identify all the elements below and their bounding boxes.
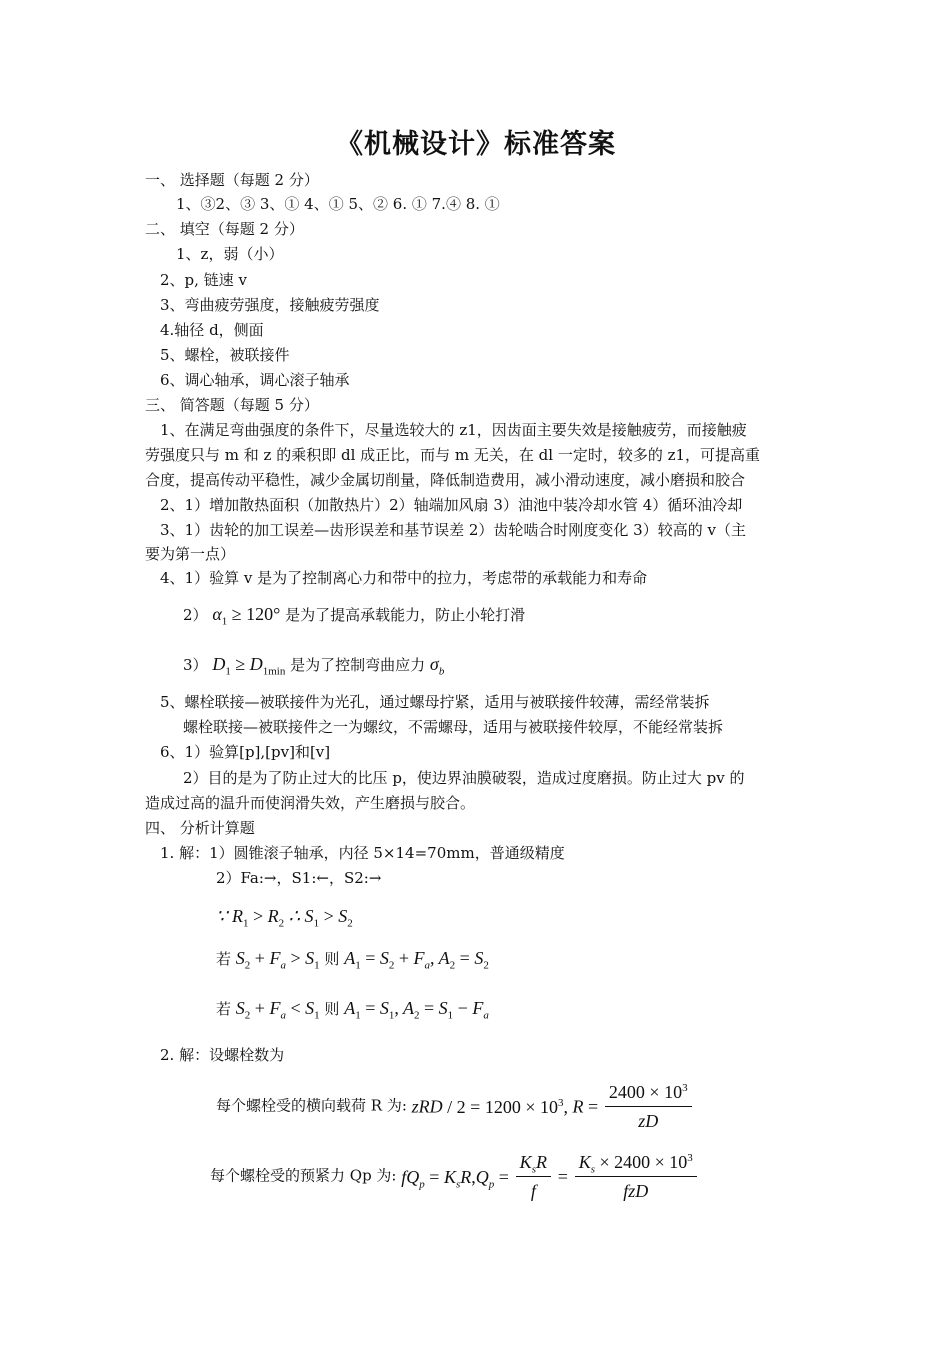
- page-title: 《机械设计》标准答案: [336, 129, 616, 160]
- condition-2: 若 $S_2 + F_a < S_1$ 则 $A_1 = S_1$, $A_2 = S_1 - F_a$: [216, 998, 489, 1022]
- item-prefix: 3）: [183, 656, 208, 674]
- formula-r: 每个螺栓受的横向载荷 R 为: zRD / $2 = 1200 \times 10^3$, R = $\frac{2400 \times 10^3}{zD}$: [216, 1080, 694, 1133]
- section-4-heading: 四、 分析计算题: [145, 819, 255, 837]
- answer-q5-line: 5、螺栓联接—被联接件为光孔，通过螺母拧紧，适用与被联接件较薄，需经常装拆: [160, 693, 710, 711]
- cond-prefix: 若: [216, 950, 232, 968]
- answer-q6-line: 2）目的是为了防止过大的比压 p，使边界油膜破裂，造成过度磨损。防止过大 pv 的: [183, 769, 745, 787]
- section-1-answers: 1、③2、③ 3、① 4、① 5、② 6. ① 7.④ 8. ①: [176, 195, 500, 213]
- section-1-heading: 一、 选择题（每题 2 分）: [145, 171, 319, 189]
- fill-item: 1、z，弱（小）: [176, 245, 284, 263]
- fraction-qp: $\frac{K_s \times 2400 \times 10^3}{\text{fzD}}$: [575, 1150, 697, 1203]
- answer-q1-line: 1、在满足弯曲强度的条件下，尽量选较大的 z1，因齿面主要失效是接触疲劳，而接触疲: [160, 421, 747, 439]
- formula-diameter: $D_1 \ge D_{1min}$: [212, 654, 286, 678]
- item-text: 是为了提高承载能力，防止小轮打滑: [285, 606, 526, 624]
- formula-sigma: $\sigma_b$: [429, 654, 445, 678]
- cond-then: 则: [324, 950, 340, 968]
- answer-q3-line: 要为第一点）: [145, 545, 236, 563]
- answer-q6-1: 6、1）验算[p],[pv]和[v]: [160, 743, 331, 761]
- qp-label: 每个螺栓受的预紧力 Qp 为:: [210, 1166, 397, 1185]
- fill-item: 2、p, 链速 v: [160, 271, 247, 289]
- answer-q1-line: 劳强度只与 m 和 z 的乘积即 dl 成正比，而与 m 无关，在 dl 一定时，较多的 z1，可提高重: [145, 446, 761, 464]
- condition-1: 若 $S_2 + F_a > S_1$ 则 $A_1 = S_2 + F_a$, $A_2 = S_2$: [216, 948, 489, 972]
- item-prefix: 2）: [183, 606, 208, 624]
- answer-q4-3: [183, 654, 445, 678]
- answer-q1-line: 合度，提高传动平稳性，减少金属切削量，降低制造费用，减小滑动速度，减小磨损和胶合: [145, 471, 746, 489]
- formula-alpha: $\alpha_1 \ge 120^\circ$: [212, 604, 281, 628]
- r-label: 每个螺栓受的横向载荷 R 为:: [216, 1096, 407, 1115]
- section-2-heading: 二、 填空（每题 2 分）: [145, 220, 304, 238]
- answer-q2: 2、1）增加散热面积（加散热片）2）轴端加风扇 3）油池中装冷却水管 4）循环油冷却: [160, 496, 743, 514]
- fill-item: 3、弯曲疲劳强度，接触疲劳强度: [160, 296, 380, 314]
- fraction-ksr: $\frac{K_sR}{f}$: [516, 1150, 551, 1203]
- answer-q3-line: 3、1）齿轮的加工误差—齿形误差和基节误差 2）齿轮啮合时刚度变化 3）较高的 v（主: [160, 521, 746, 539]
- item-text: 是为了控制弯曲应力: [290, 656, 426, 674]
- answer-q5-line: 螺栓联接—被联接件之一为螺纹，不需螺母，适用与被联接件较厚，不能经常装拆: [183, 718, 724, 736]
- formula-qp: 每个螺栓受的预紧力 Qp 为: $fQ_p = K_sR,Q_p$ = $\frac{K_sR}{f}$ = $\frac{K_s \times 2400 \times 10^3}{\text{fzD}}$: [210, 1150, 699, 1203]
- answer-q4-2: [183, 604, 526, 628]
- problem-1-line: 1. 解：1）圆锥滚子轴承，内径 5×14=70mm，普通级精度: [160, 844, 565, 862]
- problem-2-line: 2. 解：设螺栓数为: [160, 1046, 285, 1064]
- answer-q4-1: 4、1）验算 v 是为了控制离心力和带中的拉力，考虑带的承载能力和寿命: [160, 569, 648, 587]
- section-3-heading: 三、 简答题（每题 5 分）: [145, 396, 319, 414]
- cond-then: 则: [324, 1000, 340, 1018]
- fill-item: 6、调心轴承，调心滚子轴承: [160, 371, 350, 389]
- fraction-r: $\frac{2400 \times 10^3}{zD}$: [605, 1080, 692, 1133]
- problem-1-forces: 2）Fa:→，S1:←，S2:→: [216, 869, 382, 887]
- answer-q6-line: 造成过高的温升而使润滑失效，产生磨损与胶合。: [145, 794, 476, 812]
- fill-item: 5、螺栓，被联接件: [160, 346, 290, 364]
- fill-item: 4.轴径 d，侧面: [160, 321, 264, 339]
- cond-prefix: 若: [216, 1000, 232, 1018]
- formula-because: ∵ $R_1 > R_2$ ∴ $S_1 > S_2$: [216, 906, 353, 930]
